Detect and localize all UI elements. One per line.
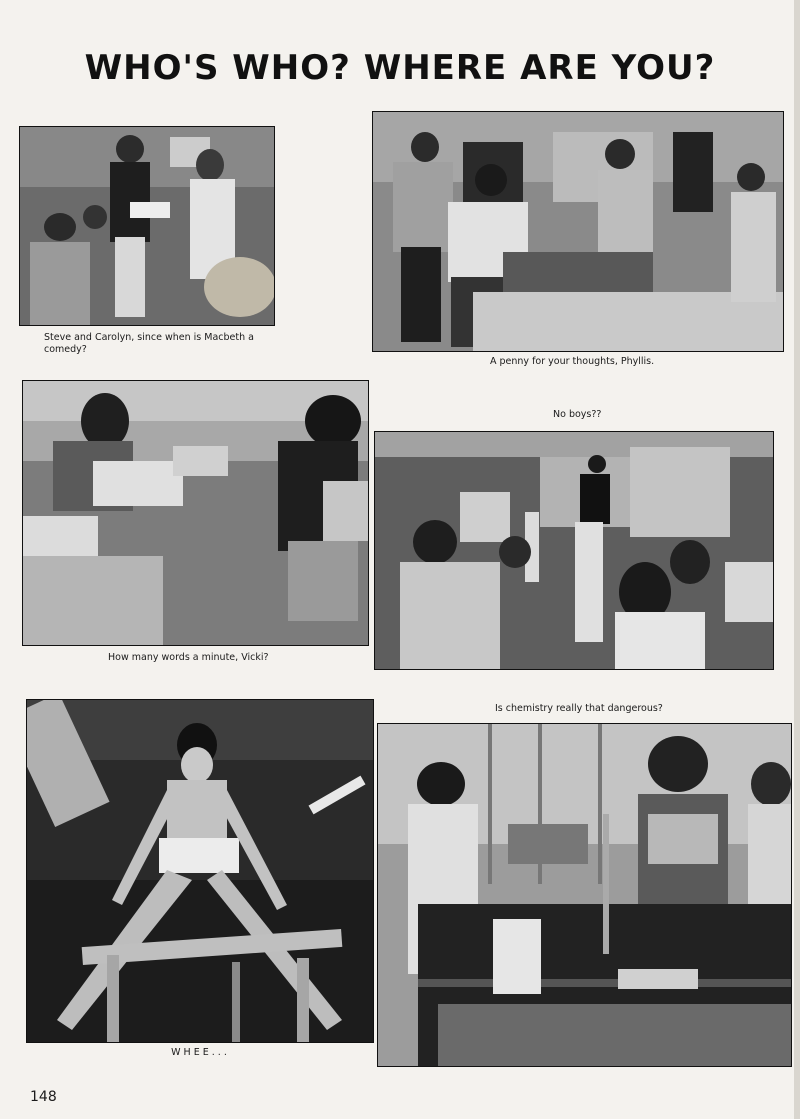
page-binding-edge [794,0,800,1119]
caption-macbeth: Steve and Carolyn, since when is Macbeth a comedy? [44,332,254,355]
photo-gymnast [26,699,374,1043]
photo-classroom-reading [19,126,275,326]
caption-typing: How many words a minute, Vicki? [108,652,269,663]
photo-typing-class [22,380,369,646]
page-title: WHO'S WHO? WHERE ARE YOU? [84,48,716,88]
caption-chemistry: Is chemistry really that dangerous? [495,703,663,714]
caption-penny: A penny for your thoughts, Phyllis. [490,356,655,367]
photo-raised-hands [374,431,774,670]
caption-no-boys: No boys?? [553,409,602,420]
caption-whee: W H E E . . . [171,1047,227,1058]
photo-shop-class [372,111,784,352]
photo-chemistry-lab [377,723,792,1067]
page-number: 148 [30,1089,57,1105]
